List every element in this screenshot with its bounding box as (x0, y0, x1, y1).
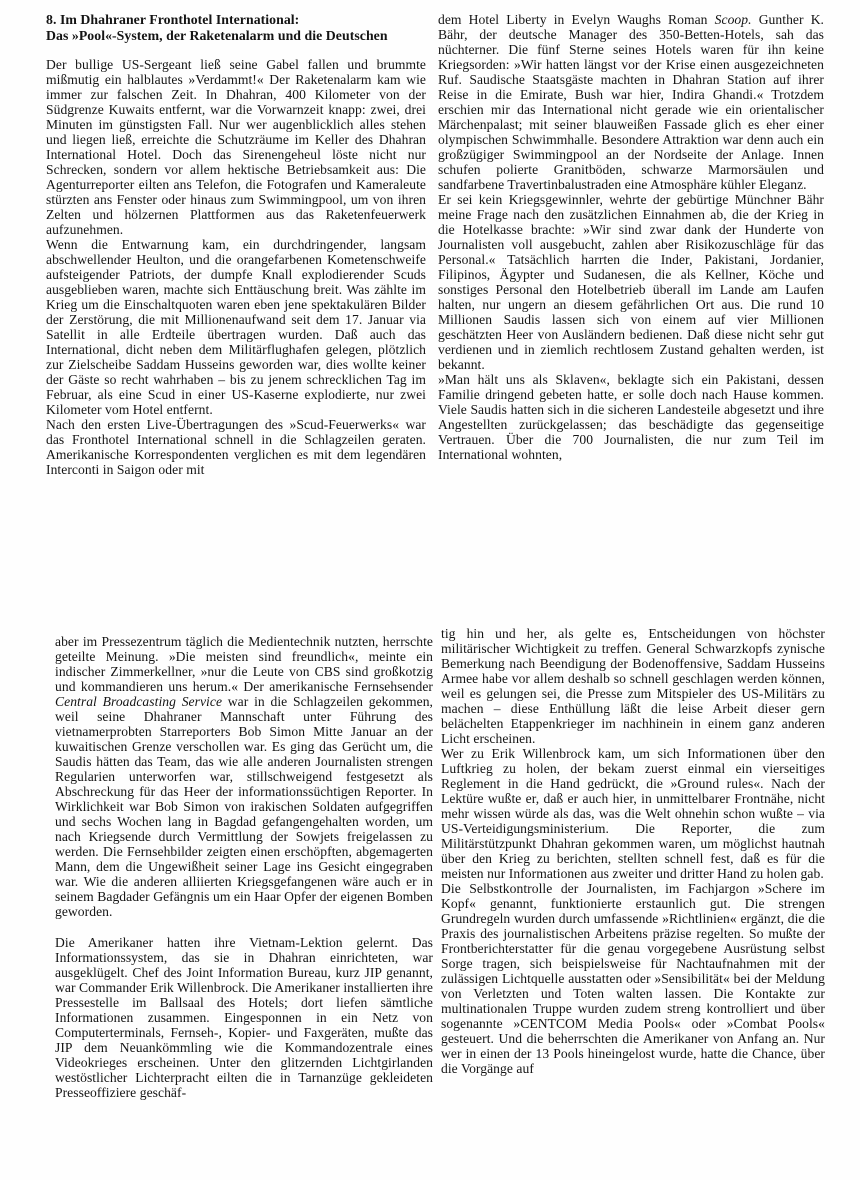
text-segment: dem Hotel Liberty in Evelyn Waughs Roman (438, 12, 715, 27)
paragraph-vietnam-lektion: Die Amerikaner hatten ihre Vietnam-Lektion gelernt. Das Informationssystem, das sie in Dhahran einrichteten, war ausgeklügelt. Chef des Joint Information Bureau, kurz JIP genannt, war Commander Erik Willenbrock. Die Amerikaner installierten ihre Pressestelle im Ballsaal des Hotels; dort liefen sämtliche Informationen zusammen. Eingesponnen in ein Netz von Computerterminals, Fernseh-, Kopier- und Faxgeräten, mußte das JIP dem Neuankömmling wie die Kommandozentrale eines Videokrieges erscheinen. Unter den glitzernden Lichtgirlanden westöstlicher Lichterpracht eilten die in Tarnanzüge gekleideten Presseoffiziere geschäf- (55, 935, 433, 1100)
chapter-heading-line-2: Das »Pool«-System, der Raketenalarm und die Deutschen (46, 27, 388, 43)
text-segment: war in die Schlagzeilen gekommen, weil seine Dhahraner Mannschaft unter Führung des vietnamerprobten Starreporters Bob Simon Mitte Januar an der kuwaitischen Grenze verschollen war. Es ging das Gerücht um, die Saudis hätten das Team, das wie alle anderen Journalisten strengen Regularien unterworfen war, stillschweigend festgesetzt als Abschreckung für das Heer der informationssüchtigen Reporter. In Wirklichkeit war Bob Simon von irakischen Soldaten aufgegriffen und sechs Wochen lang in Bagdad gefangengehalten worden, um nach Kriegsende durch Vermittlung der Sowjets freigelassen zu werden. Die Fernsehbilder zeigten einen erschöpften, abgemagerten Mann, dem die Ungewißheit seiner Lage ins Gesicht eingegraben war. Wie die anderen alliierten Kriegsgefangenen wäre auch er in seinem Bagdader Gefängnis um ein Haar Opfer der eigenen Bomben geworden. (55, 694, 434, 919)
italic-book-title: Scoop. (714, 12, 752, 27)
paragraph-kriegsgewinnler: Er sei kein Kriegsgewinnler, wehrte der gebürtige Münchner Bähr meine Frage nach den zusätzlichen Einnahmen ab, die der Krieg in die Hotelkasse brachte: »Wir sind zwar dank der Hunderte von Journalisten voll ausgebucht, zahlen aber Risikozuschläge für das Personal.« Tatsächlich harrten die Inder, Pakistani, Jordanier, Filipinos, Ägypter und Sudanesen, die als Kellner, Köche und sonstiges Personal den Hotelbetrieb überall im Lande am Laufen halten, nur ungern an diesem gefährlichen Ort aus. Die rund 10 Millionen Saudis lassen sich von einem auf vier Millionen geschätzten Heer von Ausländern bedienen. Daß diese nicht sehr gut verdienen und in ziemlich rechtlosem Zustand gehalten werden, ist bekannt. (438, 192, 824, 372)
italic-network-name: Central Broadcasting Service (55, 694, 223, 709)
column-bottom-right (441, 626, 825, 1076)
paragraph-selbstkontrolle: Die Selbstkontrolle der Journalisten, im Fachjargon »Schere im Kopf« genannt, funktionierte erstaunlich gut. Die strengen Grundregeln wurden durch umfassende »Richtlinien« ergänzt, die die Praxis des journalistischen Arbeitens präzise regelten. So mußte der Frontberichterstatter für die genau vorgegebene Ausrüstung selbst Sorge tragen, sich beispielsweise für Nachtaufnahmen mit der zulässigen Lichtquelle ausstatten oder »Sensibilität« bei der Meldung von Verletzten und Toten walten lassen. Die Kontakte zur multinationalen Truppe wurden zudem streng kontrolliert und über sogenannte »CENTCOM Media Pools« oder »Combat Pools« gesteuert. Und die beherrschten die Amerikaner von Anfang an. Nur wer in einen der 13 Pools hineingelost wurde, hatte die Chance, über die Vorgänge auf (441, 881, 825, 1076)
column-top-right (438, 12, 824, 462)
paragraph-schwarzkopf: tig hin und her, als gelte es, Entscheidungen von höchster militärischer Wichtigkeit zu treffen. General Schwarzkopfs zynische Bemerkung nach Beendigung der Bodenoffensive, Saddam Husseins Armee habe vor allem deshalb so schnell geschlagen werden können, weil es gelungen sei, die Presse zum Mitspieler des US-Militärs zu machen – diese Enthüllung läßt die leise Arbeit dieser gern belächelten Etappenkrieger im nachhinein in einem ganz anderen Licht erscheinen. (441, 626, 825, 746)
paragraph-alarm-scene: Der bullige US-Sergeant ließ seine Gabel fallen und brummte mißmutig ein halblautes »Verdammt!« Der Raketenalarm kam wie immer zur falschen Zeit. In Dhahran, 400 Kilometer von der Südgrenze Kuwaits entfernt, war die Vorwarnzeit knapp: zwei, drei Minuten im günstigsten Fall. Nur wer augenblicklich alles stehen und liegen ließ, erreichte die Schutzräume im Keller des Dhahran International Hotel. Doch das Sirenengeheul löste nicht nur Schrecken, sondern vor allem hektische Betriebsamkeit aus: Die Agenturreporter eilten ans Telefon, die Fotografen und Kameraleute stürzten ans Fenster oder hinaus zum Swimmingpool, um von ihren Zelten und hölzernen Plattformen aus das Raketenfeuerwerk aufzunehmen. (46, 57, 426, 237)
column-top-left (46, 12, 426, 477)
chapter-heading (46, 12, 426, 43)
text-segment: aber im Pressezentrum täglich die Medientechnik nutzten, herrschte geteilte Meinung. »Die meisten sind freundlich«, meinte ein indischer Zimmerkellner, »nur die Leute von CBS sind großkotzig und kommandieren uns herum.« Der amerikanische Fernsehsender (55, 634, 433, 694)
paragraph-ground-rules: Wer zu Erik Willenbrock kam, um sich Informationen über den Luftkrieg zu holen, der bekam zuerst einmal ein vierseitiges Reglement in die Hand gedrückt, die »Ground rules«. Nach der Lektüre wußte er, daß er auch hier, in unmittelbarer Frontnähe, nicht mehr wissen würde als das, was die Welt ohnehin schon wußte – via US-Verteidigungsministerium. Die Reporter, die zum Militärstützpunkt Dhahran gekommen waren, um möglichst hautnah über den Krieg zu berichten, stellten schnell fest, daß es für die meisten nur Informationen aus zweiter und dritter Hand zu holen gab. (441, 746, 825, 881)
chapter-heading-line-1: 8. Im Dhahraner Fronthotel International: (46, 12, 300, 27)
paragraph-hotel-liberty (438, 12, 824, 192)
paragraph-entwarnung: Wenn die Entwarnung kam, ein durchdringender, langsam abschwellender Heulton, und die orangefarbenen Kometenschweife aufsteigender Patriots, der dumpfe Knall explodierender Scuds ausgeblieben waren, machte sich Enttäuschung breit. Was zählte im Krieg um die Einschaltquoten waren eben jene spektakulären Bilder der Zerstörung, die mit Millionenaufwand seit dem 17. Januar via Satellit in alle Erdteile übertragen wurden. Daß auch das International, dicht neben dem Militärflughafen gelegen, plötzlich zur Zielscheibe Saddam Husseins geworden war, dies wollte keiner der Gäste so recht wahrhaben – bis zu jenem schrecklichen Tag im Februar, als eine Scud in einer US-Kaserne explodierte, nur zwei Kilometer vom Hotel entfernt. (46, 237, 426, 417)
text-segment: Gunther K. Bähr, der deutsche Manager des 350-Betten-Hotels, sah das nüchterner. Die fünf Sterne seines Hotels waren für ihn keine Kriegsorden: »Wir hatten längst vor der Krise einen ausgezeichneten Ruf. Saudische Staatsgäste machten in Dhahran Station auf ihrer Reise in die Emirate, Bush war hier, Indira Ghandi.« Trotzdem erschien mir das International nicht gerade wie ein orientalischer Märchenpalast; mit seiner blauweißen Fassade glich es eher einer olympischen Schwimmhalle. Besondere Attraktion war denn auch ein großzügiger Swimmingpool an der Nordseite der Anlage. Innen schufen polierte Granitböden, schwarze Marmorsäulen und sandfarbene Travertinbalustraden eine Atmosphäre kühler Eleganz. (438, 12, 825, 192)
column-bottom-left (55, 634, 433, 1100)
paragraph-sklaven: »Man hält uns als Sklaven«, beklagte sich ein Pakistani, dessen Familie dringend gebeten hatte, er solle doch nach Hause kommen. Viele Saudis hatten sich in die sicheren Landesteile abgesetzt und ihre Angestellten zurückgelassen; das beschädigte das gegenseitige Vertrauen. Über die 700 Journalisten, die nur zum Teil im International wohnten, (438, 372, 824, 462)
paragraph-scud-feuerwerk: Nach den ersten Live-Übertragungen des »Scud-Feuerwerks« war das Fronthotel International schnell in die Schlagzeilen geraten. Amerikanische Korrespondenten verglichen es mit dem legendären Interconti in Saigon oder mit (46, 417, 426, 477)
paragraph-pressezentrum (55, 634, 433, 919)
